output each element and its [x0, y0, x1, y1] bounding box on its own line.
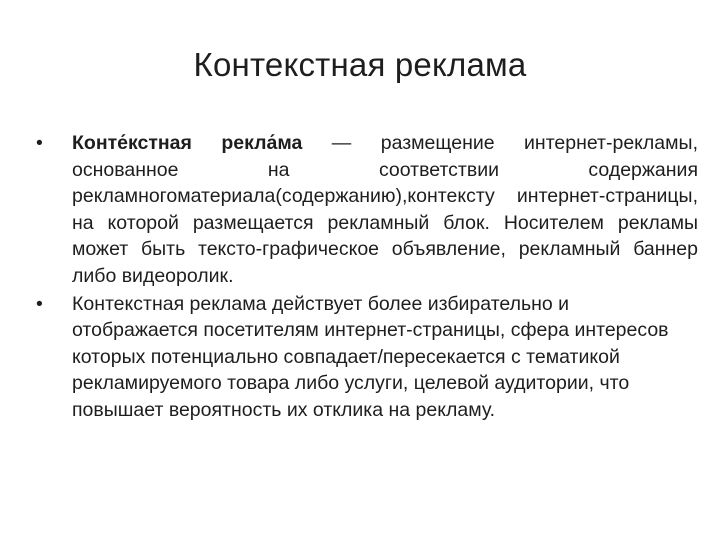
- bullet-item-definition: [36, 130, 698, 290]
- bullet-marker: •: [36, 132, 43, 154]
- defined-term: Конте́кстная рекла́ма: [72, 132, 303, 154]
- bullet-marker: •: [36, 292, 43, 315]
- description-text: Контекстная реклама действует более избирательно и отображается посетителям интернет-страницы, сфера интересов которых потенциально совпадает/пересекается с тематикой рекламируемого товара либо услуги, целевой аудитории, что повышает вероятность их отклика на рекламу.: [72, 292, 669, 421]
- slide-title: Контекстная реклама: [193, 46, 527, 83]
- bullet-item-description: [36, 291, 698, 424]
- definition-text: — размещение интернет-рекламы, основанное на соответствии содержания рекламногоматериала(содержанию),контексту интернет-страницы, на которой размещается рекламный блок. Носителем рекламы может быть тексто-графическое объявление, рекламный баннер либо видеоролик.: [72, 132, 698, 287]
- bullet-list: [36, 130, 698, 424]
